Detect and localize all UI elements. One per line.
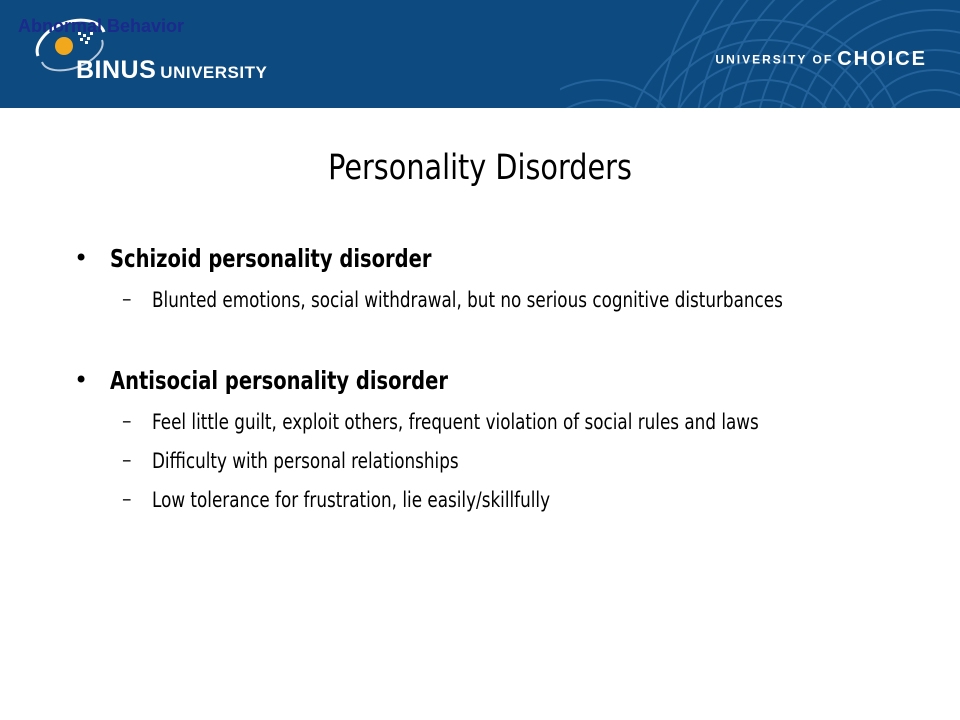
bullet-text: Schizoid personality disorder bbox=[110, 244, 432, 273]
sub-bullet-glyph: – bbox=[122, 488, 132, 510]
university-logotype bbox=[76, 56, 267, 85]
tagline-choice: CHOICE bbox=[837, 48, 927, 70]
slide-title: Personality Disorders bbox=[328, 148, 632, 188]
sub-bullet-glyph: – bbox=[122, 410, 132, 432]
university-name-binus: BINUS bbox=[76, 56, 157, 84]
bullet-text: Antisocial personality disorder bbox=[110, 366, 448, 395]
sub-bullet-text: Feel little guilt, exploit others, frequent violation of social rules and laws bbox=[152, 410, 759, 434]
bullet-glyph: • bbox=[74, 366, 89, 394]
course-label: Abnormal Behavior bbox=[18, 16, 185, 36]
bullet-glyph: • bbox=[74, 244, 89, 272]
tagline-prefix: UNIVERSITY OF bbox=[715, 52, 834, 67]
sub-bullet-text: Blunted emotions, social withdrawal, but no serious cognitive disturbances bbox=[152, 288, 783, 312]
tagline bbox=[715, 48, 927, 71]
sub-bullet-text: Low tolerance for frustration, lie easily/skillfully bbox=[152, 488, 551, 512]
header-banner bbox=[0, 0, 960, 108]
sub-bullet-glyph: – bbox=[122, 449, 132, 471]
sub-bullet-text: Difficulty with personal relationships bbox=[152, 449, 459, 473]
university-name-word: UNIVERSITY bbox=[160, 63, 268, 82]
sub-bullet-glyph: – bbox=[122, 288, 132, 310]
